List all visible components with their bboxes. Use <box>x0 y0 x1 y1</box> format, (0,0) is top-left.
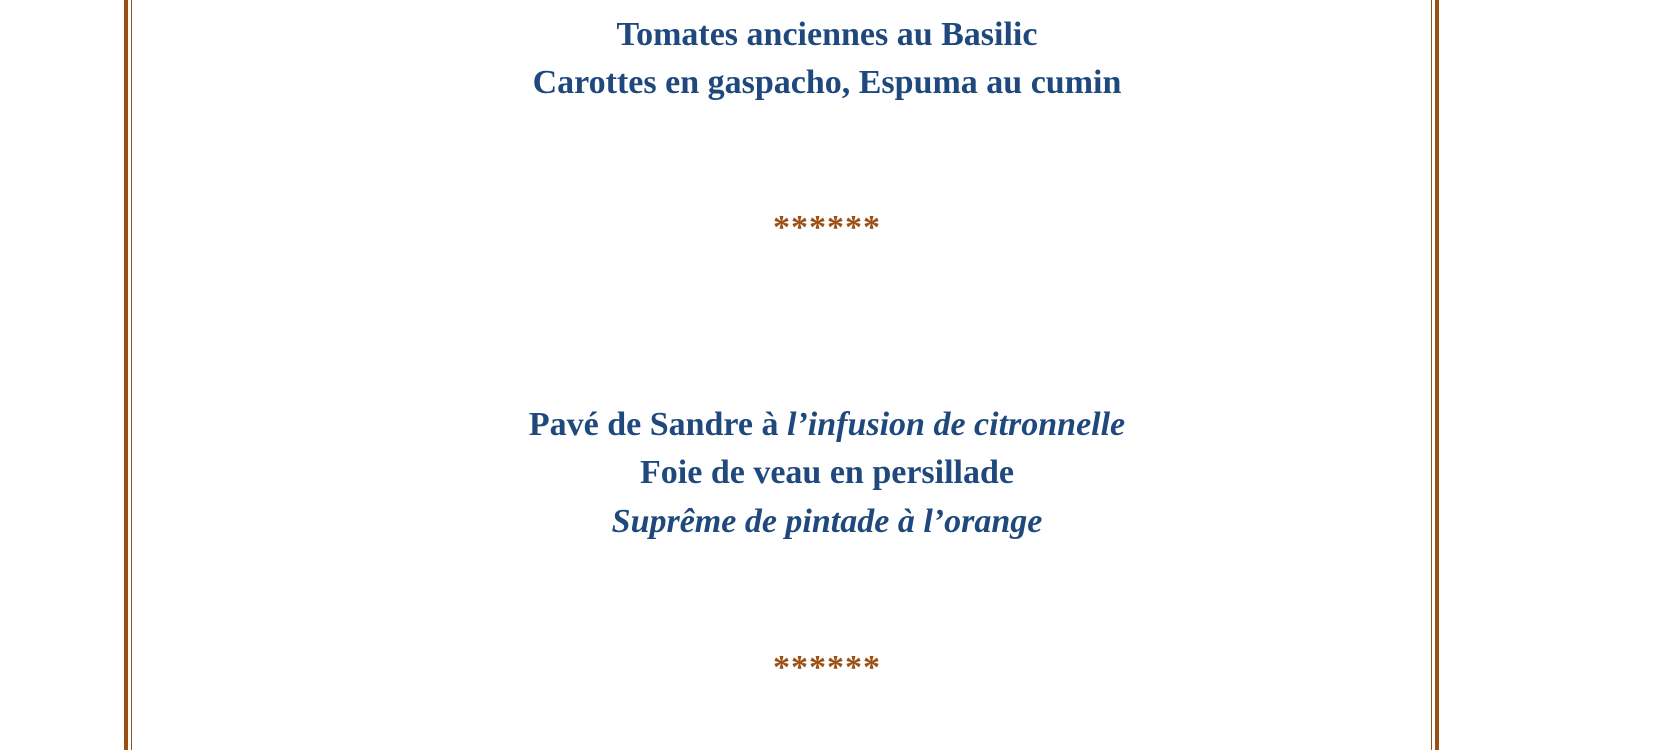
page-border-frame <box>124 0 1439 750</box>
menu-separator-1: ****** <box>773 209 881 246</box>
menu-entree-2: Carottes en gaspacho, Espuma au cumin <box>532 64 1122 101</box>
menu-entree-1: Tomates anciennes au Basilic <box>616 16 1038 53</box>
menu-plat-2: Foie de veau en persillade <box>640 454 1014 491</box>
menu-plat-1 <box>0 405 1654 445</box>
menu-plat-1-italic: l’infusion de citronnelle <box>787 406 1126 443</box>
menu-plat-3: Suprême de pintade à l’orange <box>611 503 1043 540</box>
menu-plat-1-main: Pavé de Sandre à <box>528 406 787 443</box>
menu-separator-2: ****** <box>773 649 881 686</box>
